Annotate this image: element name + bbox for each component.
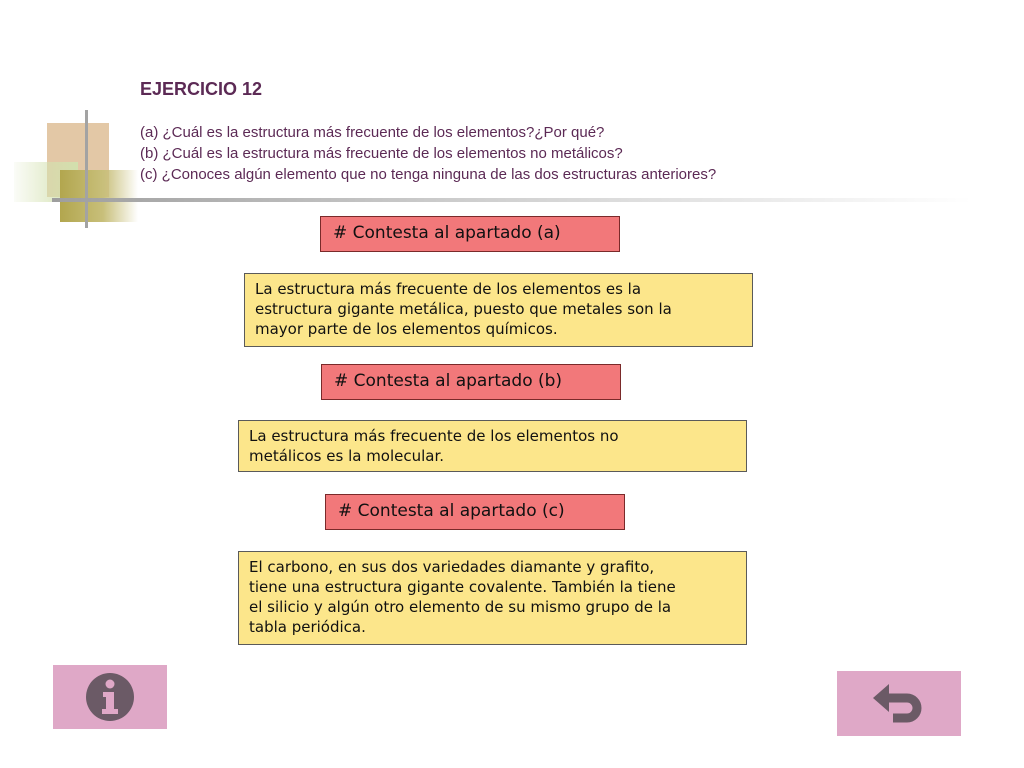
prompt-button-c[interactable]: # Contesta al apartado (c) [325,494,625,530]
answer-box-c [238,551,747,645]
answer-b-line: La estructura más frecuente de los elementos no [249,427,619,445]
answer-c-line: tiene una estructura gigante covalente. También la tiene [249,578,676,596]
question-c: (c) ¿Conoces algún elemento que no tenga ninguna de las dos estructuras anteriores? [140,166,717,183]
question-a: (a) ¿Cuál es la estructura más frecuente de los elementos?¿Por qué? [140,124,605,141]
answer-c-line: el silicio y algún otro elemento de su mismo grupo de la [249,598,672,616]
exercise-title: EJERCICIO 12 [140,79,263,99]
info-button[interactable] [53,665,167,729]
answer-a-line: La estructura más frecuente de los elementos es la [255,280,642,298]
answer-box-b [238,420,747,472]
return-arrow-icon [871,680,927,728]
answer-c-line: El carbono, en sus dos variedades diamante y grafito, [249,558,655,576]
decor-vertical-line [85,110,88,228]
prompt-button-a[interactable]: # Contesta al apartado (a) [320,216,620,252]
answer-a-line: mayor parte de los elementos químicos. [255,320,558,338]
answer-a-line: estructura gigante metálica, puesto que metales son la [255,300,672,318]
header-divider [52,198,972,202]
answer-b-line: metálicos es la molecular. [249,447,445,465]
prompt-button-b[interactable]: # Contesta al apartado (b) [321,364,621,400]
question-b: (b) ¿Cuál es la estructura más frecuente de los elementos no metálicos? [140,145,623,162]
decor-olive-block [60,170,138,222]
back-button[interactable] [837,671,961,736]
info-icon [84,671,136,723]
answer-box-a [244,273,753,347]
answer-c-line: tabla periódica. [249,618,366,636]
